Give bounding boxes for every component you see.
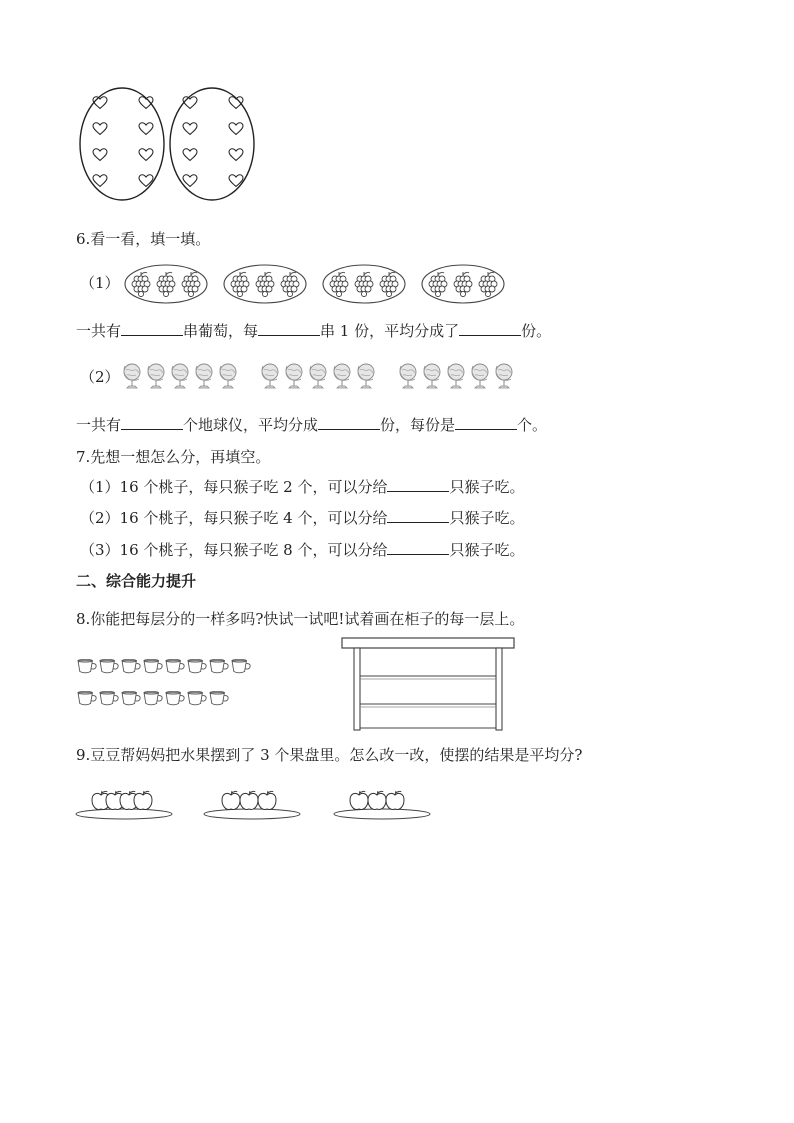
q6-part2-fill-line: 一共有 个地球仪，平均分成 份，每份是 个。 [76, 416, 548, 434]
cabinet-figure [340, 636, 520, 732]
answer-blank-7[interactable] [387, 477, 449, 492]
fruit-plate-2 [204, 791, 300, 819]
oval-right [170, 88, 254, 200]
q7-title: 7.先想一想怎么分，再填空。 [76, 448, 271, 466]
answer-blank-2[interactable] [258, 321, 320, 336]
q7-item-1: （1）16 个桃子，每只猴子吃 2 个，可以分给 只猴子吃。 [80, 478, 525, 496]
cup-icons-row-1 [78, 659, 250, 673]
heart-icons-right [183, 97, 243, 187]
oval-left [80, 88, 164, 200]
q6-part2-label: （2） [80, 368, 120, 386]
grape-group-4 [422, 265, 504, 303]
grape-group-1 [125, 265, 207, 303]
cabinet-top [342, 638, 514, 648]
grape-group-3 [323, 265, 405, 303]
hearts-ovals-figure [76, 86, 266, 206]
q8-title: 8.你能把每层分的一样多吗?快试一试吧!试着画在柜子的每一层上。 [76, 610, 525, 628]
section-2-title: 二、综合能力提升 [76, 572, 197, 590]
cabinet-right-side [496, 648, 502, 730]
cups-figure [76, 656, 266, 716]
answer-blank-9[interactable] [387, 540, 449, 555]
fruit-plate-1 [76, 791, 172, 819]
grape-group-2 [224, 265, 306, 303]
answer-blank-6[interactable] [455, 415, 517, 430]
globe-group-1 [124, 364, 236, 388]
answer-blank-8[interactable] [387, 508, 449, 523]
answer-blank-5[interactable] [318, 415, 380, 430]
heart-icons-left [93, 97, 153, 187]
answer-blank-3[interactable] [459, 321, 521, 336]
q9-title: 9.豆豆帮妈妈把水果摆到了 3 个果盘里。怎么改一改，使摆的结果是平均分? [76, 746, 583, 764]
q6-part1-fill-line: 一共有 串葡萄，每 串 1 份，平均分成了 份。 [76, 322, 552, 340]
q6-title: 6.看一看，填一填。 [76, 230, 211, 248]
globe-group-2 [262, 364, 374, 388]
grape-groups-figure [124, 262, 514, 306]
fruit-plate-3 [334, 791, 430, 819]
q7-item-2: （2）16 个桃子，每只猴子吃 4 个，可以分给 只猴子吃。 [80, 509, 525, 527]
cabinet-left-side [354, 648, 360, 730]
answer-blank-1[interactable] [121, 321, 183, 336]
q6-part1-label: （1） [80, 274, 120, 292]
q7-item-3: （3）16 个桃子，每只猴子吃 8 个，可以分给 只猴子吃。 [80, 541, 525, 559]
globe-groups-figure [122, 360, 522, 394]
globe-group-3 [400, 364, 512, 388]
answer-blank-4[interactable] [121, 415, 183, 430]
fruit-plates-figure [74, 780, 444, 824]
cup-icons-row-2 [78, 691, 228, 705]
